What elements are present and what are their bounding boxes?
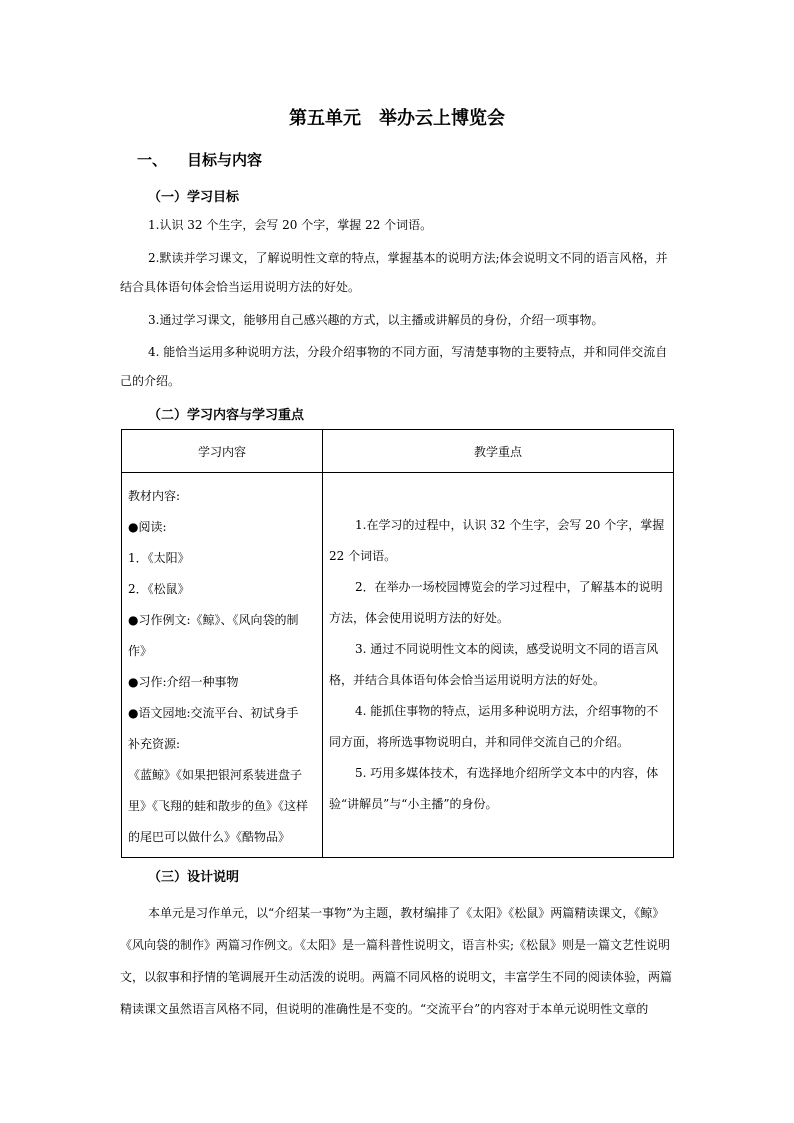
- list-item: 补充资源:: [128, 737, 181, 751]
- table-header-content: 学习内容: [122, 430, 323, 473]
- content-table: [121, 429, 674, 858]
- subheading-goals: （一）学习目标: [148, 190, 240, 205]
- goal-item-2: 2.默读并学习课文，了解说明性文章的特点，掌握基本的说明方法;体会说明文不同的语言风格，并结合具体语句体会恰当运用说明方法的好处。: [120, 251, 668, 294]
- list-item: 2．在举办一场校园博览会的学习过程中，了解基本的说明方法，体会使用说明方法的好处。: [329, 580, 663, 625]
- list-item: 2．《松鼠》: [128, 582, 190, 596]
- goal-item-1: 1.认识 32 个生字，会写 20 个字，掌握 22 个词语。: [148, 218, 433, 232]
- subheading-design: （三）设计说明: [148, 870, 240, 885]
- list-item: 5. 巧用多媒体技术，有选择地介绍所学文本中的内容，体验“讲解员”与“小主播”的身份。: [329, 766, 659, 811]
- list-item: 4. 能抓住事物的特点，运用多种说明方法，介绍事物的不同方面，将所选事物说明白，并和同伴交流自己的介绍。: [329, 704, 659, 749]
- goal-item-4: 4. 能恰当运用多种说明方法，分段介绍事物的不同方面，写清楚事物的主要特点，并和同伴交流自己的介绍。: [120, 345, 668, 388]
- list-item: ●阅读:: [128, 520, 167, 534]
- section-label: 目标与内容: [187, 151, 263, 169]
- section-heading: [137, 149, 262, 170]
- section-number: 一、: [137, 151, 168, 169]
- list-item: ●习作:介绍一种事物: [128, 675, 239, 689]
- table-cell-focus: [323, 473, 674, 858]
- table-header-focus: 教学重点: [323, 430, 674, 473]
- design-paragraph: 本单元是习作单元，以“介绍某一事物”为主题，教材编排了《太阳》《松鼠》两篇精读课文，《鲸》《风向袋的制作》两篇习作例文。《太阳》是一篇科普性说明文，语言朴实;《松鼠》则是一篇文艺性说明文，以叙事和抒情的笔调展开生动活泼的说明。两篇不同风格的说明文，丰富学生不同的阅读体验，两篇精读课文虽然语言风格不同，但说明的准确性是不变的。“交流平台”的内容对于本单元说明性文章的: [120, 906, 673, 1016]
- list-item: 教材内容:: [128, 489, 181, 503]
- page-title: 第五单元 举办云上博览会: [289, 108, 505, 129]
- list-item: 1.在学习的过程中，认识 32 个生字，会写 20 个字，掌握 22 个词语。: [329, 518, 665, 563]
- list-item: 《蓝鲸》《如果把银河系装进盘子里》《飞翔的蛙和散步的鱼》《这样的尾巴可以做什么》《酷物品》: [128, 768, 309, 844]
- list-item: ●习作例文:《鲸》、《风向袋的制作》: [128, 613, 299, 658]
- list-item: ●语文园地:交流平台、初试身手: [128, 706, 299, 720]
- list-item: 3. 通过不同说明性文本的阅读，感受说明文不同的语言风格，并结合具体语句体会恰当运用说明方法的好处。: [329, 642, 659, 687]
- goal-item-3: 3.通过学习课文，能够用自己感兴趣的方式，以主播或讲解员的身份，介绍一项事物。: [148, 313, 604, 327]
- subheading-content: （二）学习内容与学习重点: [148, 408, 305, 423]
- table-cell-content: [122, 473, 323, 858]
- list-item: 1．《太阳》: [128, 551, 190, 565]
